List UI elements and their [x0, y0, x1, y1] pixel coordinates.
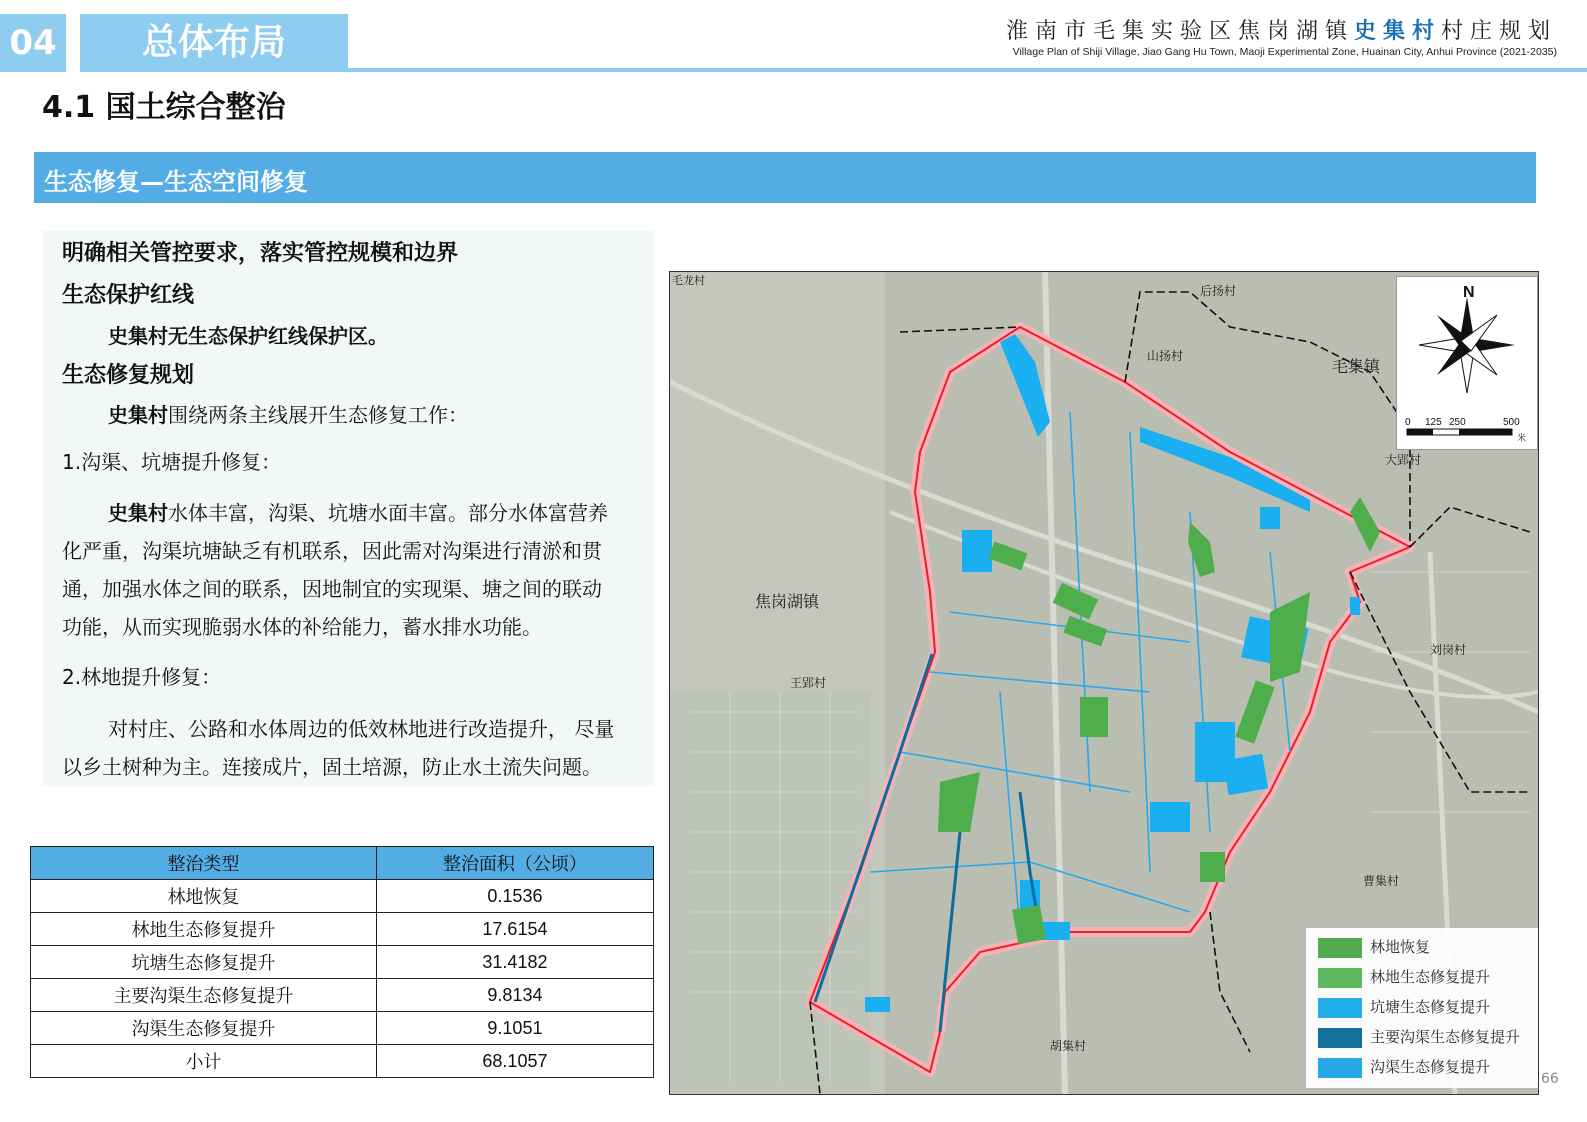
table-cell-area: 68.1057	[376, 1045, 653, 1078]
table-cell-area: 9.1051	[376, 1012, 653, 1045]
table-cell-type: 沟渠生态修复提升	[31, 1012, 377, 1045]
legend-swatch	[1318, 1028, 1362, 1048]
item1-line1: 史集村水体丰富，沟渠、坑塘水面丰富。部分水体富营养	[108, 501, 608, 525]
scale-bar	[1407, 429, 1512, 435]
scale-250: 250	[1449, 417, 1466, 428]
legend-swatch	[1318, 1058, 1362, 1078]
table-cell-area: 9.8134	[376, 979, 653, 1012]
page-title: 4.1 国土综合整治	[42, 90, 286, 125]
table-header-row	[31, 847, 654, 880]
table-row	[31, 1045, 654, 1078]
table-cell-type: 小计	[31, 1045, 377, 1078]
intro-paragraph: 史集村围绕两条主线展开生态修复工作：	[108, 403, 468, 427]
legend-label: 林地生态修复提升	[1370, 968, 1491, 986]
map-label-huji: 胡集村	[1050, 1039, 1087, 1053]
item2-line2: 以乡土树种为主。连接成片，固土培源，防止水土流失问题。	[62, 755, 602, 779]
map-label-dazheng: 大郢村	[1385, 453, 1422, 467]
section-title: 总体布局	[80, 14, 348, 72]
scale-0: 0	[1405, 417, 1411, 428]
map-label-jiaoganghu: 焦岗湖镇	[755, 592, 820, 611]
map-label-houyang: 后扬村	[1200, 284, 1237, 298]
page-number: 66	[1541, 1071, 1559, 1087]
scale-125: 125	[1425, 417, 1442, 428]
heading-controls: 明确相关管控要求，落实管控规模和边界	[62, 241, 459, 266]
project-title-cn: 淮南市毛集实验区焦岗湖镇史集村村庄规划	[1005, 18, 1557, 44]
item1-line4: 功能，从而实现脆弱水体的补给能力，蓄水排水功能。	[62, 615, 542, 639]
table-cell-area: 0.1536	[376, 880, 653, 913]
table-cell-type: 林地恢复	[31, 880, 377, 913]
restoration-table	[30, 846, 654, 1078]
redline-paragraph: 史集村无生态保护红线保护区。	[108, 324, 388, 348]
table-row	[31, 1012, 654, 1045]
header-divider	[80, 68, 1587, 72]
table-cell-type: 林地生态修复提升	[31, 913, 377, 946]
section-number: 04	[0, 14, 66, 72]
map-label-wangying: 王郢村	[790, 676, 827, 690]
project-title-en: Village Plan of Shiji Village, Jiao Gang Hu Town, Maoji Experimental Zone, Huainan City, Anhui Province (2021-2035)	[1012, 46, 1557, 58]
map-label-liugang: 刘岗村	[1430, 643, 1467, 657]
map-label-maoji: 毛集镇	[1332, 357, 1381, 376]
item1-line3: 通，加强水体之间的联系，因地制宜的实现渠、塘之间的联动	[62, 577, 602, 601]
table-row	[31, 913, 654, 946]
scale-500: 500	[1503, 417, 1520, 428]
legend-swatch	[1318, 968, 1362, 988]
compass-rose-icon	[1419, 297, 1515, 393]
legend-label: 沟渠生态修复提升	[1370, 1058, 1491, 1076]
item2-line1: 对村庄、公路和水体周边的低效林地进行改造提升， 尽量	[108, 717, 615, 741]
table-row	[31, 979, 654, 1012]
heading-restoration: 生态修复规划	[62, 363, 195, 388]
legend-label: 坑塘生态修复提升	[1370, 998, 1491, 1016]
heading-redline: 生态保护红线	[62, 283, 195, 308]
map-label-caoji: 曹集村	[1363, 874, 1400, 888]
item1-line2: 化严重，沟渠坑塘缺乏有机联系，因此需对沟渠进行清淤和贯	[62, 539, 602, 563]
north-label: N	[1463, 284, 1475, 301]
legend-swatch	[1318, 998, 1362, 1018]
item1-title: 1.沟渠、坑塘提升修复：	[62, 450, 282, 474]
scale-unit: 米	[1517, 433, 1527, 443]
table-header-type: 整治类型	[31, 847, 377, 880]
table-cell-area: 17.6154	[376, 913, 653, 946]
legend-swatch	[1318, 938, 1362, 958]
map-legend	[1306, 928, 1538, 1088]
item2-title: 2.林地提升修复：	[62, 665, 222, 689]
map-label-shanyang: 山扬村	[1147, 349, 1184, 363]
legend-label: 主要沟渠生态修复提升	[1370, 1028, 1521, 1046]
table-row	[31, 946, 654, 979]
north-arrow-scale	[1396, 276, 1538, 450]
map-label-maolong: 毛龙村	[672, 274, 705, 287]
table-cell-area: 31.4182	[376, 946, 653, 979]
subsection-banner: 生态修复—生态空间修复	[34, 152, 1536, 203]
table-cell-type: 坑塘生态修复提升	[31, 946, 377, 979]
table-row	[31, 880, 654, 913]
table-cell-type: 主要沟渠生态修复提升	[31, 979, 377, 1012]
legend-label: 林地恢复	[1370, 938, 1431, 956]
table-header-area: 整治面积（公顷）	[376, 847, 653, 880]
